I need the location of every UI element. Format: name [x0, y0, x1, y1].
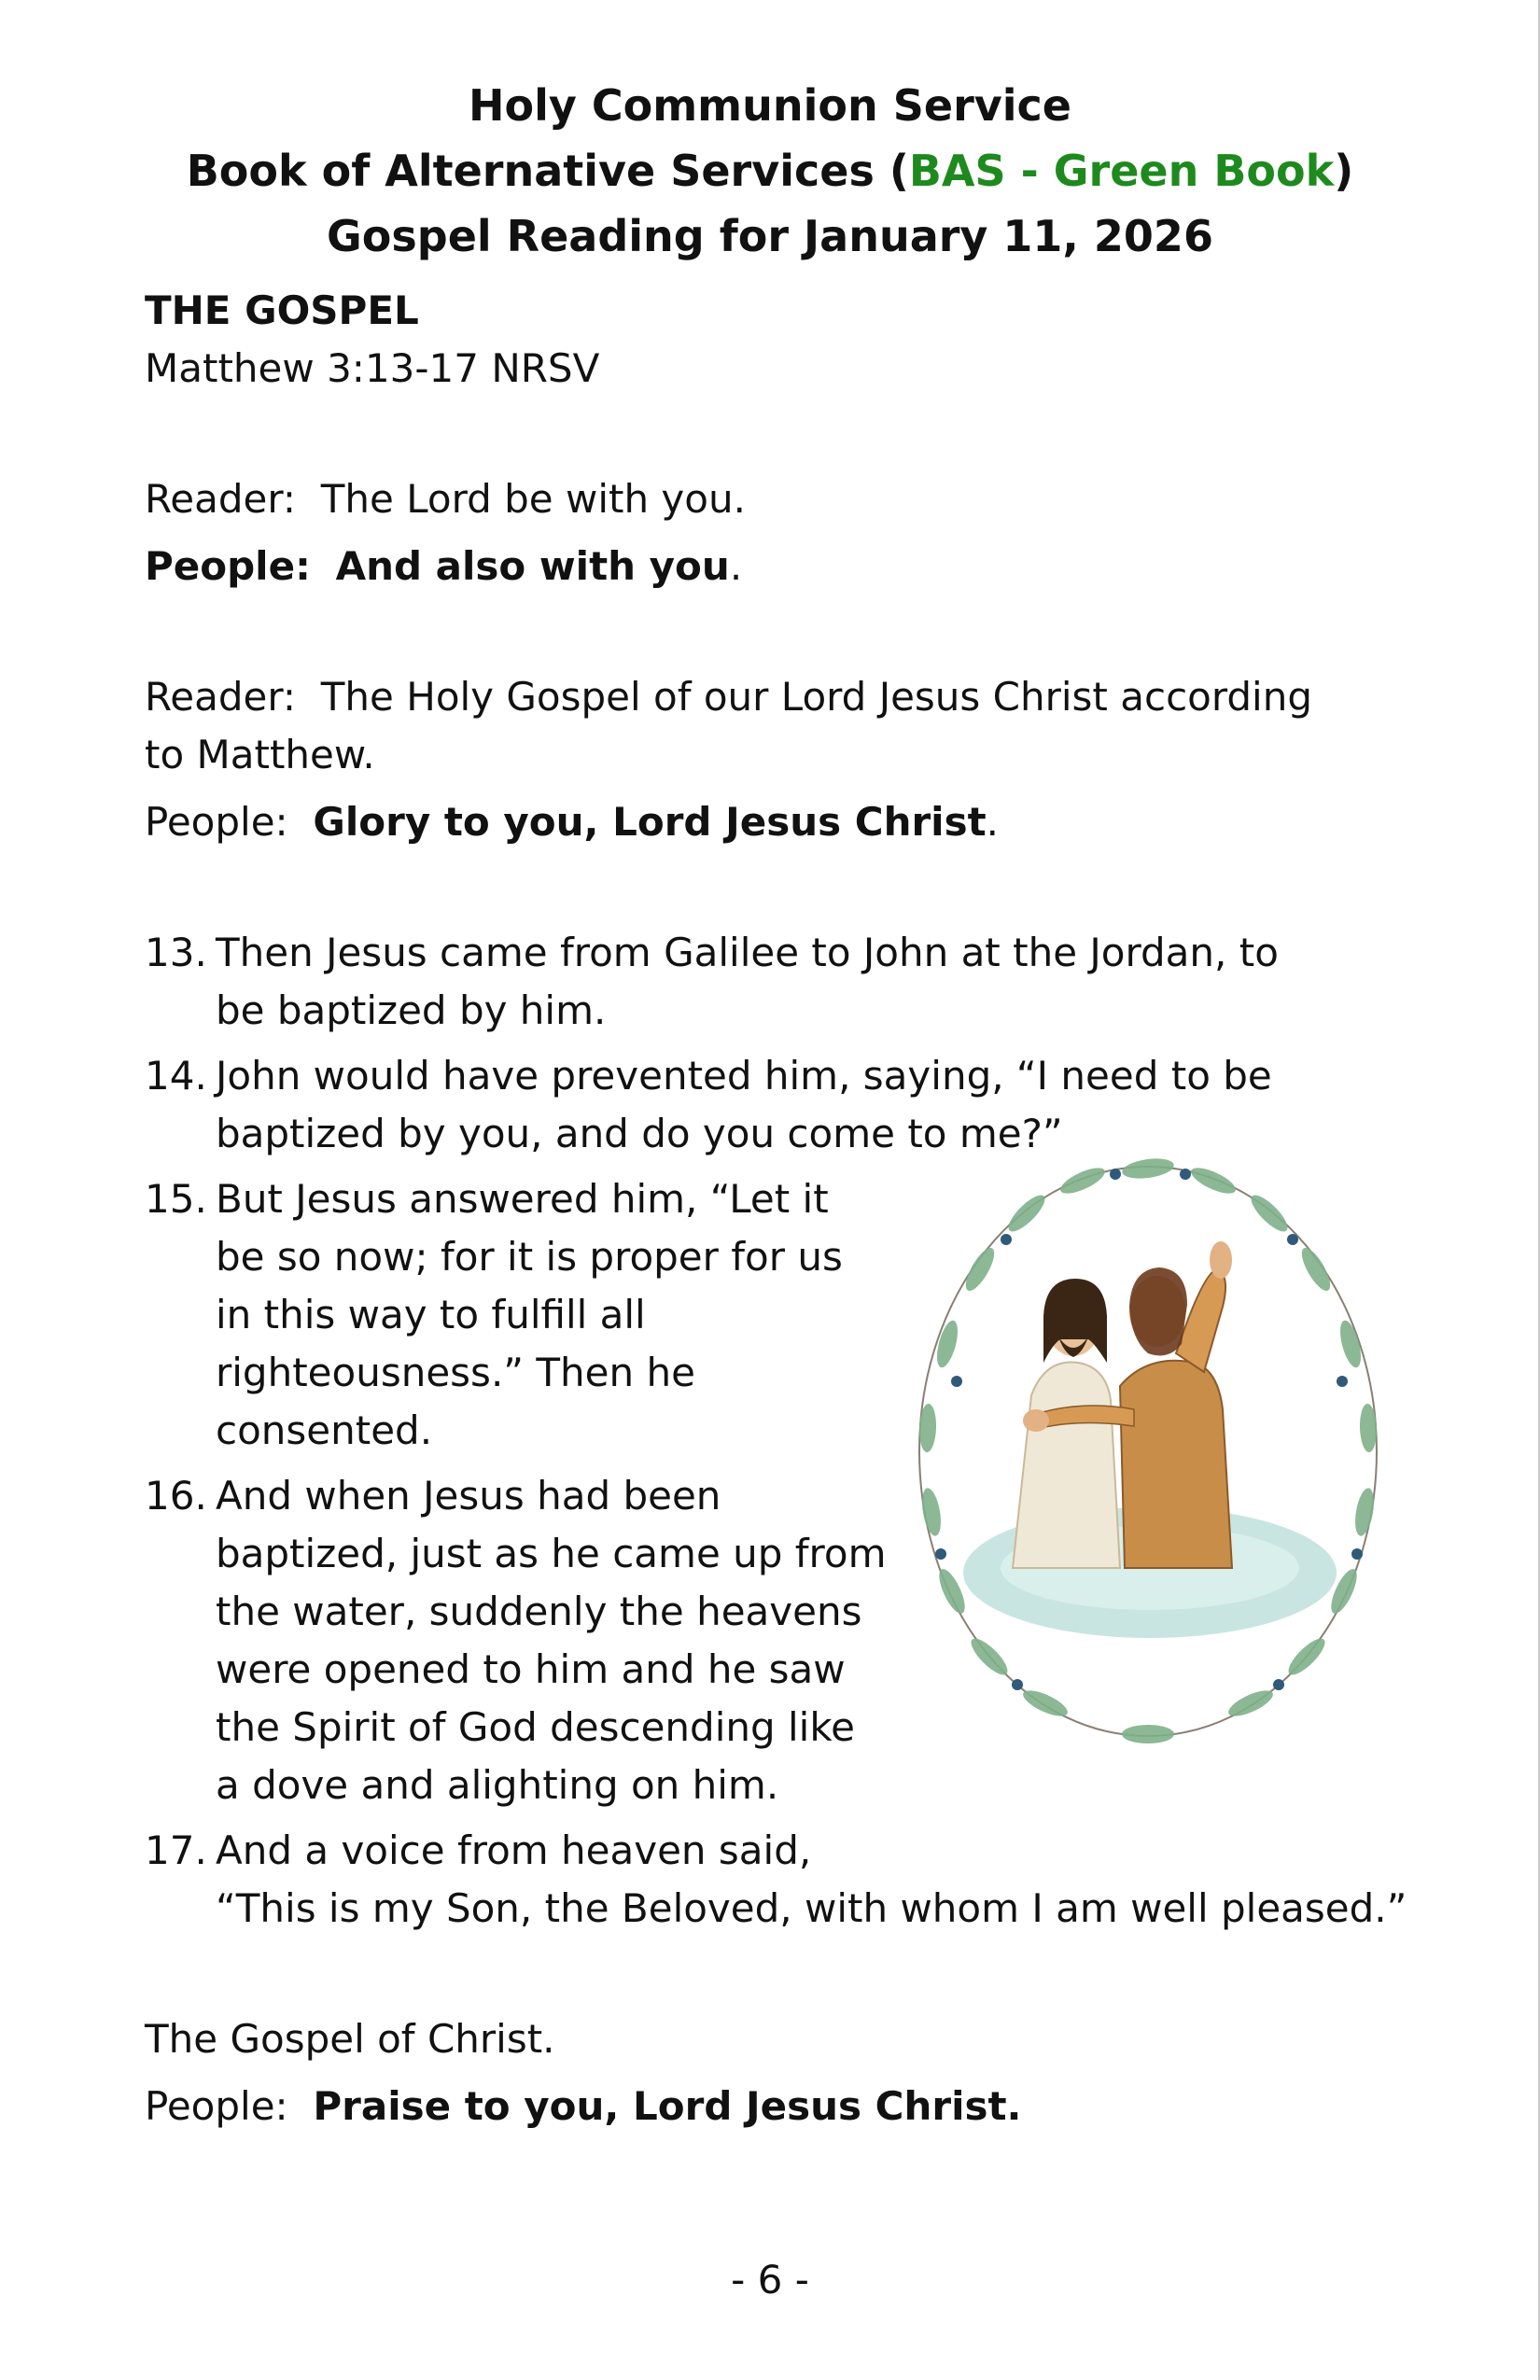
verse-16: 16. And when Jesus had been baptized, just as he came up from the water, suddenly the heavens were opened to him and he saw the Spirit of God descending like a dove and alighting on him. [145, 1473, 887, 1808]
document-header [0, 73, 1540, 269]
book-title: Book of Alternative Services (BAS - Green Book) [186, 146, 1354, 196]
section-heading: THE GOSPEL [145, 287, 419, 333]
scripture-reference: Matthew 3:13-17 NRSV [145, 345, 600, 391]
baptism-illustration [896, 1129, 1400, 1764]
service-title: Holy Communion Service [469, 80, 1071, 131]
verse-14: 14. John would have prevented him, saying, “I need to be baptized by you, and do you come to me?” [145, 1053, 1272, 1156]
page-number: - 6 - [731, 2257, 809, 2303]
closing-line: The Gospel of Christ. [145, 2016, 555, 2062]
reading-date-title: Gospel Reading for January 11, 2026 [327, 211, 1213, 261]
people-line-1: People: And also with you. [145, 543, 743, 589]
verse-15: 15. But Jesus answered him, “Let it be so now; for it is proper for us in this way to fulfill all righteousness.” Then he consented. [145, 1176, 843, 1453]
verse-13: 13. Then Jesus came from Galilee to John at the Jordan, to be baptized by him. [145, 930, 1279, 1033]
people-line-2: People: Glory to you, Lord Jesus Christ. [145, 799, 1000, 845]
reader-line-1: Reader: The Lord be with you. [145, 476, 746, 522]
closing-people-line: People: Praise to you, Lord Jesus Christ. [145, 2083, 1022, 2129]
verse-17: 17. And a voice from heaven said, “This is my Son, the Beloved, with whom I am well pleased.” [145, 1827, 1407, 1931]
reader-line-2: Reader: The Holy Gospel of our Lord Jesus Christ according to Matthew. [145, 674, 1312, 777]
bas-green-book-label: BAS - Green Book [908, 146, 1335, 196]
